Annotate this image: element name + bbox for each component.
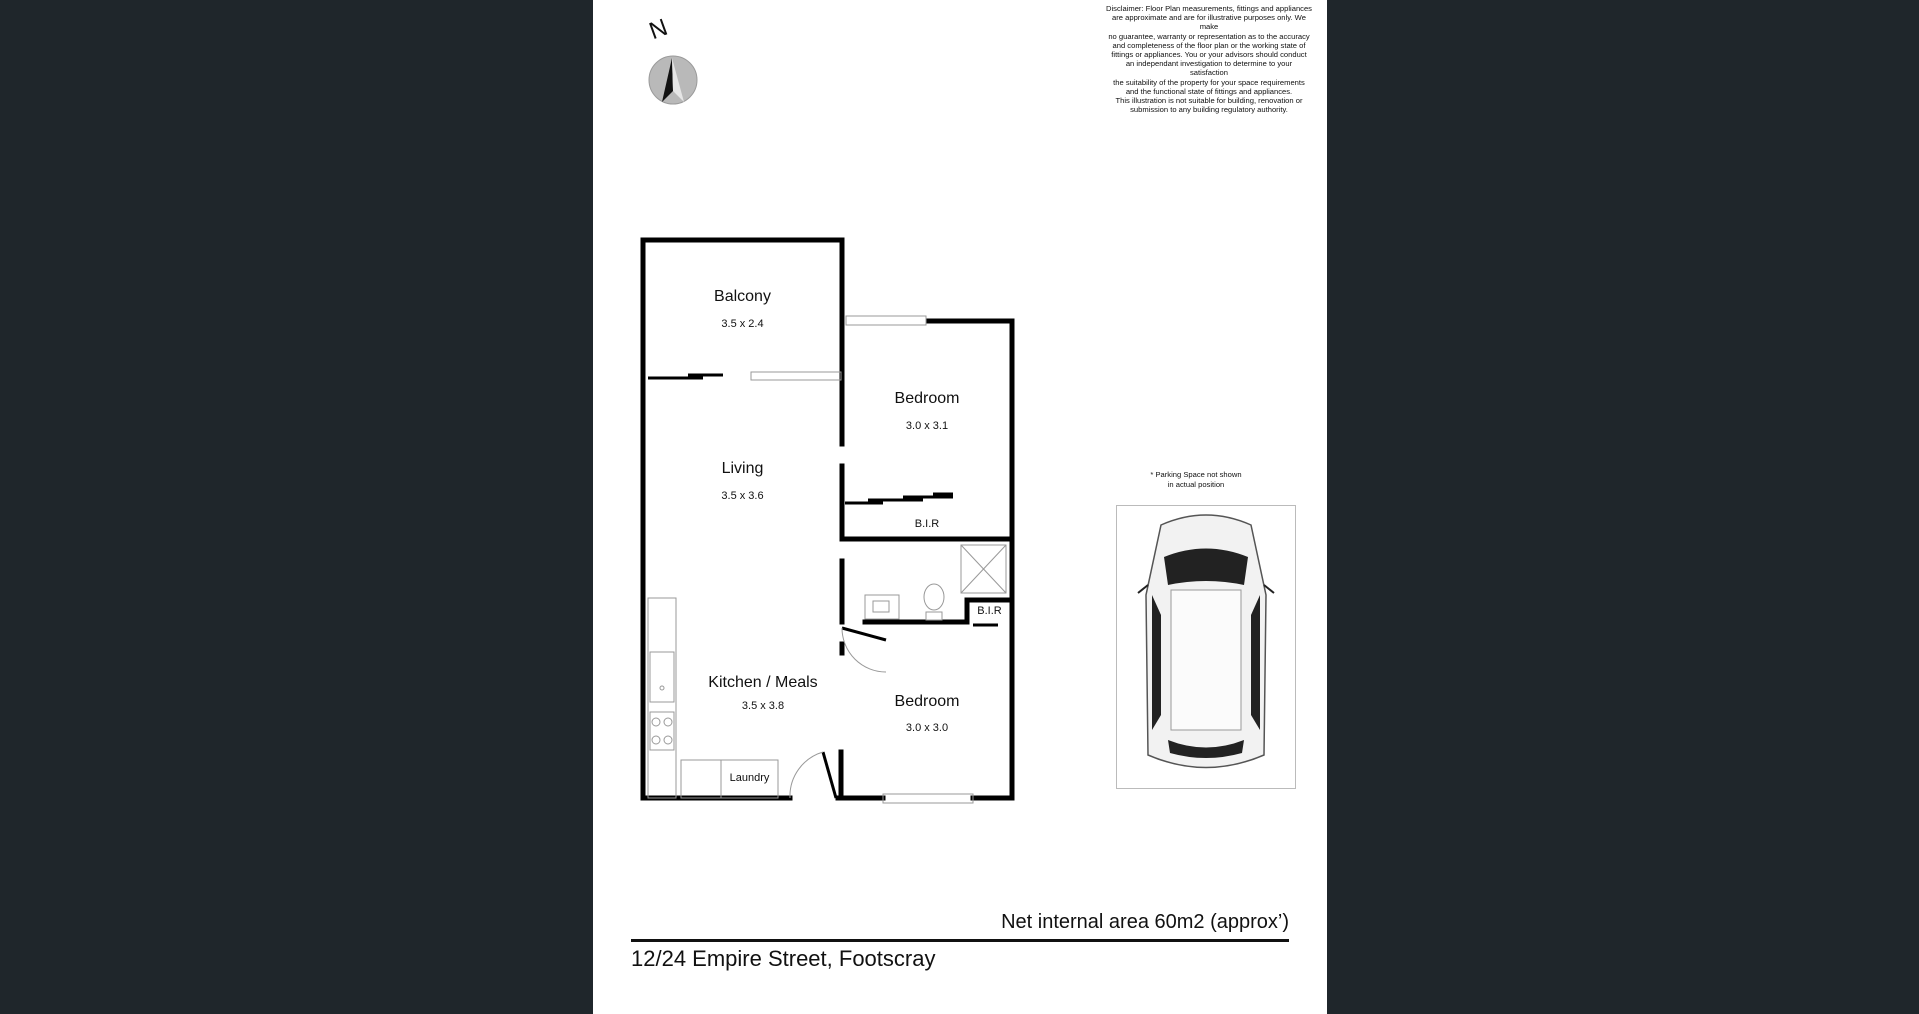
room-name-kitchen-meals: Kitchen / Meals	[708, 674, 818, 691]
net-internal-area: Net internal area 60m2 (approx’)	[1001, 911, 1289, 933]
north-label: N	[645, 13, 672, 46]
floor-plan-page	[593, 0, 1327, 1014]
room-name-living: Living	[721, 460, 764, 477]
laundry-label: Laundry	[729, 772, 770, 784]
property-address: 12/24 Empire Street, Footscray	[631, 946, 936, 971]
room-dims-kitchen-meals: 3.5 x 3.8	[741, 700, 785, 712]
room-dims-living: 3.5 x 3.6	[721, 490, 764, 502]
room-dims-bedroom-2: 3.0 x 3.0	[905, 722, 949, 734]
room-dims-balcony: 3.5 x 2.4	[721, 318, 764, 330]
bir-label-2: B.I.R	[977, 605, 1002, 617]
room-dims-bedroom-1: 3.0 x 3.1	[905, 420, 949, 432]
parking-note: * Parking Space not shown in actual position	[1150, 470, 1242, 489]
divider-rule	[631, 939, 1289, 942]
room-name-bedroom-1: Bedroom	[894, 390, 960, 407]
disclaimer-text: Disclaimer: Floor Plan measurements, fittings and appliances are approximate and are for illustrative purposes only. We make no guarantee, warranty or representation as to the accuracy and completeness of the floor plan or the working state of fittings or appliances. You or your advisors should conduct an independant investigation to determine to your satisfaction the suitability of the property for your space requirements and the functional state of fittings and appliances. This illustration is not suitable for building, renovation or submission to any building regulatory authority.	[1106, 4, 1312, 115]
car-top-view-icon	[1116, 505, 1296, 789]
room-name-bedroom-2: Bedroom	[894, 693, 960, 710]
bir-label-1: B.I.R	[914, 518, 940, 530]
room-name-balcony: Balcony	[714, 288, 771, 305]
